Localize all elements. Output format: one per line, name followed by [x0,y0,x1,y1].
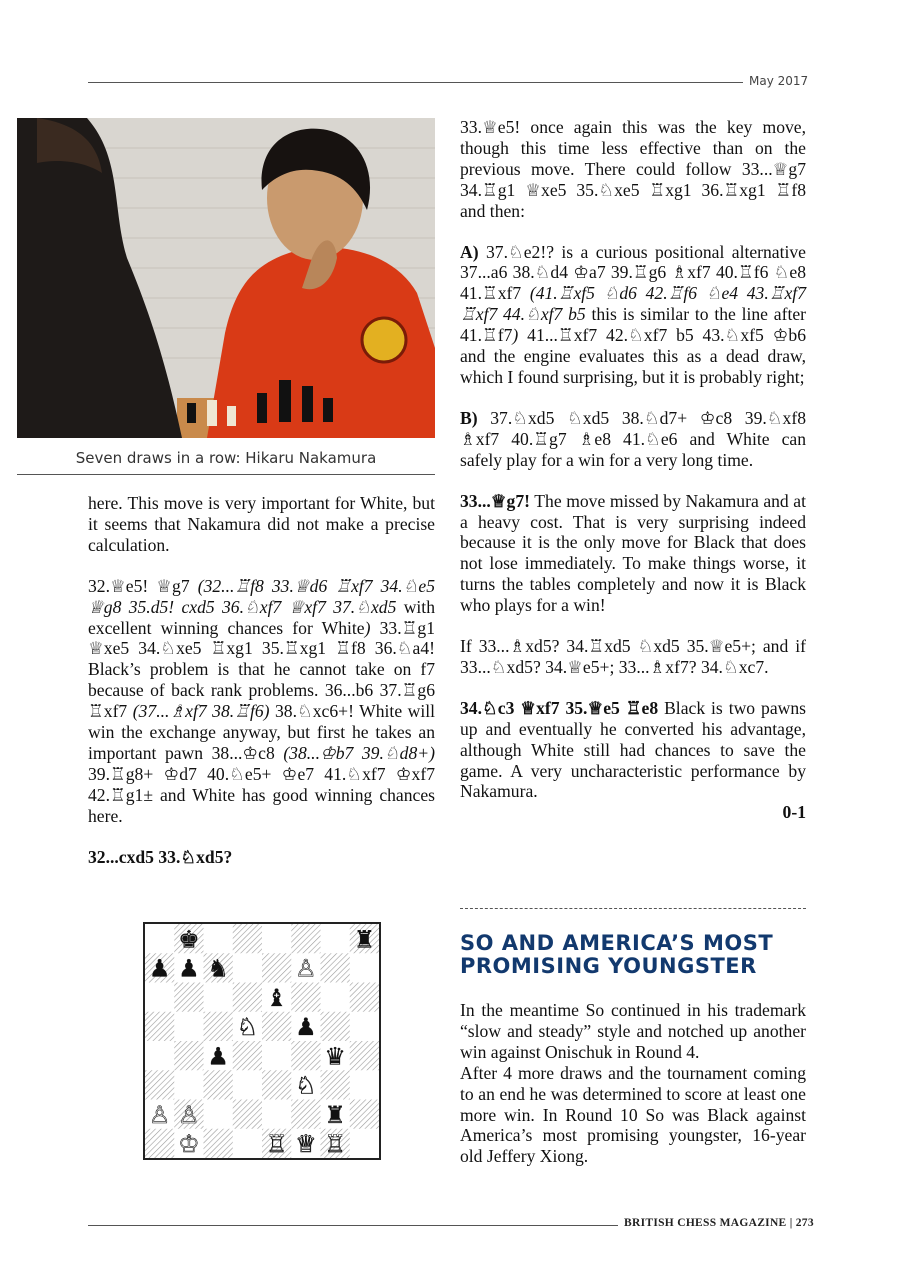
header-date: May 2017 [749,74,809,88]
dark-square [233,983,262,1012]
text-run: 34.♘c3 ♕xf7 35.♕e5 ♖e8 [460,697,659,718]
paragraph [460,408,806,471]
dark-square [321,953,350,982]
chess-board [145,924,379,1158]
dark-square [262,1012,291,1041]
dark-square [145,1012,174,1041]
right-column [460,117,806,823]
text-run: (41.♖xf5 ♘d6 42.♖f6 ♘e4 43.♖xf7 ♖xf7 44.♘xf7 b5 [460,283,806,325]
dark-square [321,1012,350,1041]
white-rook-icon: ♖ [324,1130,346,1158]
black-bishop-icon: ♝ [265,983,288,1012]
paragraph: After 4 more draws and the tournament coming to an end he was determined to score at least one more win. In Round 10 So was Black against America’s most promising youngster, 16-year old Jeffery Xiong. [460,1062,806,1167]
text-run: 33...♕g7! [460,490,531,511]
text-run: 37.♘xd5 ♘xd5 38.♘d7+ ♔c8 39.♘xf8 ♗xf7 40.♖g7 ♗e8 41.♘e6 and White can safely play for a win for a very long time. [460,407,806,470]
text-run: (32...♖f8 33.♕d6 ♖xf7 34.♘e5 ♕g8 35.d5! cxd5 36.♘xf7 ♕xf7 37.♘xd5 [88,575,435,617]
left-column [88,493,435,868]
text-run: 38.♘xc6+! White will win the exchange anyway, but first he takes an important pawn 38...♔c8 [88,701,436,763]
page-number: 273 [795,1217,814,1229]
dark-square [174,983,203,1012]
black-pawn-icon: ♟ [148,954,171,983]
white-pawn-icon: ♙ [178,1100,200,1129]
text-run: B) [460,407,478,428]
black-king-icon: ♚ [178,925,200,954]
player-photo [17,118,435,438]
game-result: 0-1 [782,802,806,823]
white-knight-icon: ♘ [295,1071,317,1100]
text-run: 37.♘e2!? is a curious positional alternative 37...a6 38.♘d4 ♔a7 39.♖g6 ♗xf7 40.♖f6 ♘e8 41.♖xf7 [460,241,806,304]
photo-caption: Seven draws in a row: Hikaru Nakamura [75,449,377,467]
text-run: 32...cxd5 33.♘xd5? [88,846,233,867]
paragraph [460,117,806,222]
white-pawn-icon: ♙ [295,954,317,983]
paragraph: In the meantime So continued in his trademark “slow and steady” style and notched up another win against Onischuk in Round 4. [460,1000,806,1062]
text-run: ) [364,617,371,638]
white-knight-icon: ♘ [236,1013,259,1042]
paragraph [88,847,435,868]
magazine-name: BRITISH CHESS MAGAZINE [624,1217,787,1229]
text-run: 33.♕e5! once again this was the key move, though this time less effective than on the previous move. There could follow 33...♕g7 34.♖g1 ♕xe5 35.♘xe5 ♖xg1 36.♖xg1 ♖f8 and then: [460,117,806,221]
black-rook-icon: ♜ [353,925,376,954]
white-rook-icon: ♖ [265,1130,288,1158]
dark-square [291,924,320,953]
dark-square [262,1070,291,1099]
header-rule [88,82,743,83]
section-divider [460,908,806,909]
footer [624,1217,814,1229]
paragraph [460,242,806,388]
dark-square [145,1070,174,1099]
text-run: ) [512,325,519,346]
white-queen-icon: ♕ [295,1130,317,1158]
dark-square [291,1100,320,1129]
text-run: 32.♕e5! ♕g7 [88,575,198,596]
paragraph [460,698,806,803]
dark-square [233,1041,262,1070]
dark-square [233,924,262,953]
text-run: Black is two pawns up and eventually he converted his advantage, although White still had chances to save the game. A very uncharacteristic performance by Nakamura. [460,697,806,802]
footer-separator: | [789,1217,796,1229]
black-queen-icon: ♛ [324,1042,346,1071]
dark-square [233,1100,262,1129]
black-pawn-icon: ♟ [207,1042,229,1071]
paragraph [460,636,806,678]
dark-square [204,1070,233,1099]
text-run: The move missed by Nakamura and at a heavy cost. That is very surprising indeed because it is the only move for Black that does not lose immediately. To make things worse, it turns the tables completely and now it is Black who plays for a win! [460,490,806,616]
black-pawn-icon: ♟ [178,954,200,983]
dark-square [145,1129,174,1158]
black-rook-icon: ♜ [324,1100,346,1129]
paragraph [88,576,435,827]
dark-square [204,1012,233,1041]
dark-square [350,1041,379,1070]
paragraph [88,493,435,556]
black-knight-icon: ♞ [207,954,229,983]
chess-diagram [143,922,381,1160]
dark-square [291,983,320,1012]
white-king-icon: ♔ [178,1130,200,1158]
dark-square [321,1070,350,1099]
paragraph [460,491,806,616]
dark-square [174,1041,203,1070]
dark-square [350,983,379,1012]
text-run: If 33...♗xd5? 34.♖xd5 ♘xd5 35.♕e5+; and if 33...♘xd5? 34.♕e5+; 33...♗xf7? 34.♘xc7. [460,636,806,677]
text-run: (37...♗xf7 38.♖f6) [132,701,270,722]
white-pawn-icon: ♙ [148,1100,171,1129]
section-heading: SO AND AMERICA’S MOST PROMISING YOUNGSTER [460,931,774,978]
section-body [460,1000,806,1167]
text-run: this is similar to the line after 41.♖f7 [460,304,807,346]
text-run: 33.♖g1 ♕xe5 34.♘xe5 ♖xg1 35.♖xg1 ♖f8 36.♘a4! Black’s problem is that he cannot take on f7 because of back rank problems. 36...b6 37.♖g6 ♖xf7 [88,617,435,722]
dark-square [350,1100,379,1129]
text-run: 41...♖xf7 42.♘xf7 b5 43.♘xf5 ♔b6 and the engine evaluates this as a dead draw, which I found surprising, but it is probably right; [460,325,806,387]
black-pawn-icon: ♟ [295,1013,317,1042]
dark-square [291,1041,320,1070]
text-run: with excellent winning chances for White [88,596,435,638]
text-run: here. This move is very important for White, but it seems that Nakamura did not make a precise calculation. [88,493,435,555]
text-run: (38...♔b7 39.♘d8+) [283,742,435,763]
dark-square [262,953,291,982]
text-run: 39.♖g8+ ♔d7 40.♘e5+ ♔e7 41.♘xf7 ♔xf7 42.♖g1± and White has good winning chances here. [88,763,435,826]
dark-square [204,1129,233,1158]
text-run: A) [460,241,479,262]
footer-rule [88,1225,618,1226]
caption-rule [17,474,435,475]
